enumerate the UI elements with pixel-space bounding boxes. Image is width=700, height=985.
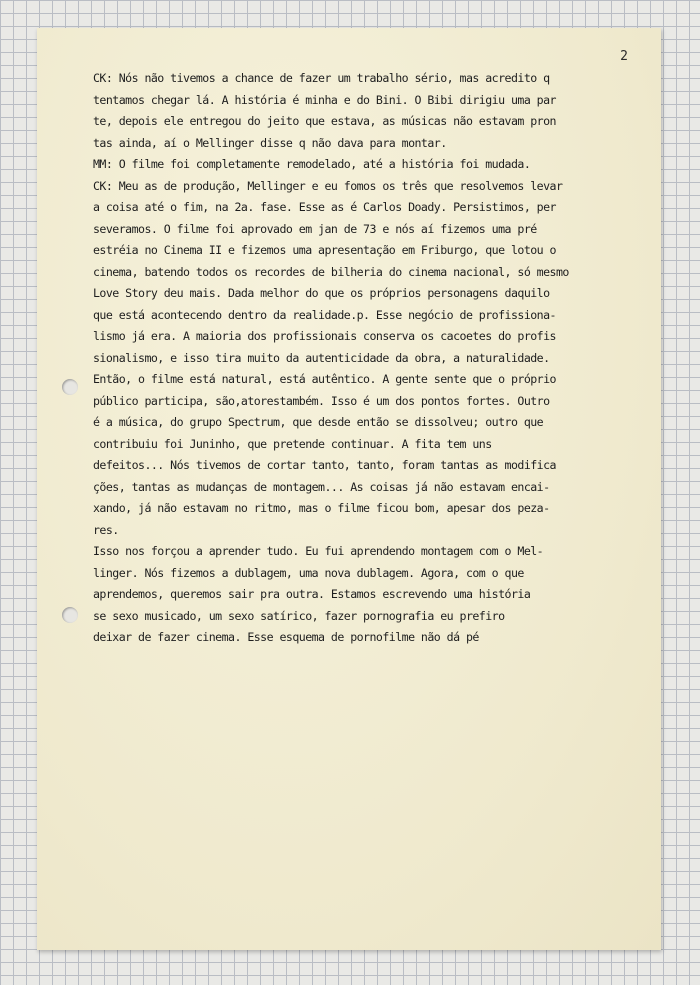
text-line: severamos. O filme foi aprovado em jan de 73 e nós aí fizemos uma pré — [93, 221, 537, 236]
text-line: MM: O filme foi completamente remodelado, até a história foi mudada. — [93, 157, 531, 171]
text-line: defeitos... Nós tivemos de cortar tanto, tanto, foram tantas as modifica — [93, 458, 556, 472]
text-line: contribuiu foi Juninho, que pretende continuar. A fita tem uns — [93, 436, 492, 451]
text-line: Então, o filme está natural, está autêntico. A gente sente que o próprio — [93, 372, 556, 386]
text-line: res. — [93, 522, 119, 537]
text-line: a coisa até o fim, na 2a. fase. Esse as é Carlos Doady. Persistimos, per — [93, 200, 556, 214]
typewritten-text — [93, 68, 633, 649]
text-line: linger. Nós fizemos a dublagem, uma nova dublagem. Agora, com o que — [93, 565, 524, 580]
text-line: tas ainda, aí o Mellinger disse q não dava para montar. — [93, 135, 447, 150]
text-line: se sexo musicado, um sexo satírico, fazer pornografia eu prefiro — [93, 608, 505, 623]
text-line: é a música, do grupo Spectrum, que desde então se dissolveu; outro que — [93, 415, 544, 429]
text-line: te, depois ele entregou do jeito que estava, as músicas não estavam pron — [93, 114, 556, 128]
text-line: público participa, são,atorestambém. Isso é um dos pontos fortes. Outro — [93, 393, 550, 408]
text-line: que está acontecendo dentro da realidade.p. Esse negócio de profissiona- — [93, 307, 556, 322]
text-line: xando, já não estavam no ritmo, mas o filme ficou bom, apesar dos peza- — [93, 501, 550, 515]
text-line: CK: Nós não tivemos a chance de fazer um trabalho sério, mas acredito q — [93, 71, 550, 85]
punch-hole — [62, 379, 78, 395]
text-line: ções, tantas as mudanças de montagem... As coisas já não estavam encai- — [93, 479, 550, 494]
typewritten-page — [37, 28, 661, 950]
text-line: deixar de fazer cinema. Esse esquema de pornofilme não dá pé — [93, 630, 479, 644]
text-line: sionalismo, e isso tira muito da autenticidade da obra, a naturalidade. — [93, 350, 550, 365]
text-line: CK: Meu as de produção, Mellinger e eu fomos os três que resolvemos levar — [93, 178, 563, 193]
text-line: tentamos chegar lá. A história é minha e do Bini. O Bibi dirigiu uma par — [93, 92, 556, 107]
text-line: Love Story deu mais. Dada melhor do que os próprios personagens daquilo — [93, 286, 550, 300]
punch-hole — [62, 607, 78, 623]
text-line: lismo já era. A maioria dos profissionais conserva os cacoetes do profis — [93, 329, 556, 343]
text-line: aprendemos, queremos sair pra outra. Estamos escrevendo uma história — [93, 587, 531, 601]
page-number: 2 — [620, 49, 628, 64]
text-line: cinema, batendo todos os recordes de bilheria do cinema nacional, só mesmo — [93, 264, 569, 279]
text-line: Isso nos forçou a aprender tudo. Eu fui aprendendo montagem com o Mel- — [93, 544, 544, 558]
text-line: estréia no Cinema II e fizemos uma apresentação em Friburgo, que lotou o — [93, 243, 556, 257]
